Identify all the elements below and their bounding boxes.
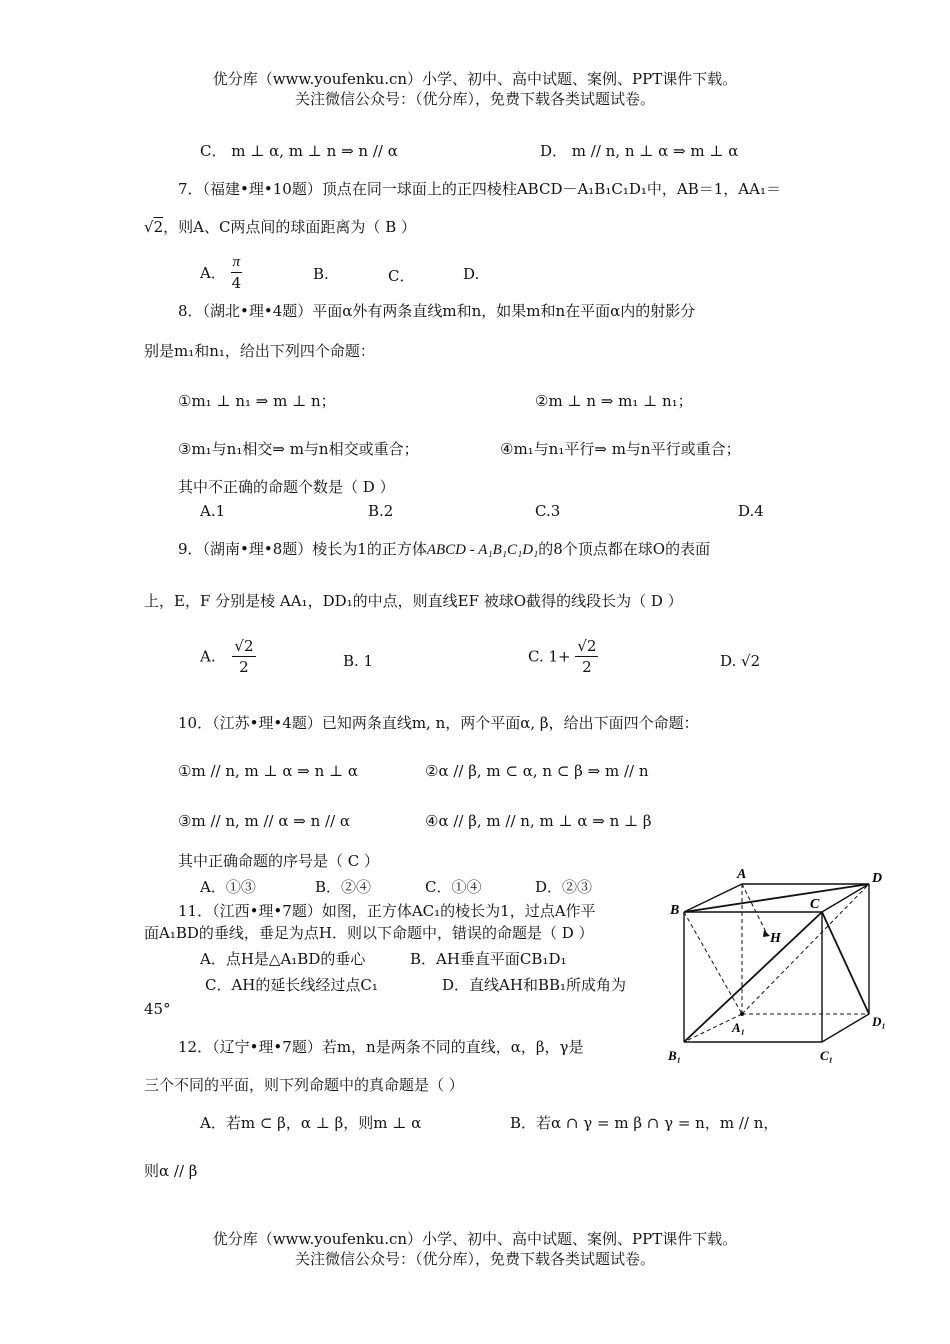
q12-line-2: 三个不同的平面，则下列命题中的真命题是（ ） [144, 1076, 464, 1094]
q10-question: 其中正确命题的序号是（ C ） [178, 852, 380, 870]
label-C1: C₁ [820, 1048, 834, 1063]
q8-prop-2: ②m ⊥ n ⇒ m₁ ⊥ n₁； [535, 392, 693, 410]
q10-option-a: A．①③ [200, 878, 256, 896]
q12-line-1: 12．（辽宁•理•7题）若m，n是两条不同的直线，α，β，γ是 [178, 1038, 584, 1056]
q8-line-2: 别是m₁和n₁，给出下列四个命题： [144, 342, 375, 360]
point-A1 [740, 1012, 744, 1016]
edge-C1D1 [822, 1014, 869, 1042]
q8-option-b: B.2 [368, 502, 394, 520]
q9-line-1: 9．（湖南•理•8题）棱长为1的正方体ABCD - A₁B₁C₁D₁的8个顶点都在球O的表面 [178, 540, 711, 558]
diag-B1C [684, 912, 822, 1042]
arrow-H [763, 930, 770, 937]
q11-line-2: 面A₁BD的垂线，垂足为点H．则以下命题中，错误的命题是（ D ） [144, 924, 594, 942]
label-B: B [670, 903, 680, 918]
q9-option-d: D. √2 [720, 652, 761, 670]
q7-line-2: √2，则A、C两点间的球面距离为（ B ） [144, 218, 416, 236]
q12-option-a: A．若m ⊂ β，α ⊥ β，则m ⊥ α [200, 1114, 422, 1132]
q8-question: 其中不正确的命题个数是（ D ） [178, 478, 395, 496]
label-B1: B₁ [668, 1048, 682, 1063]
q11-option-b: B．AH垂直平面CB₁D₁ [410, 950, 567, 968]
label-D: D [872, 871, 883, 886]
q8-line-1: 8．（湖北•理•4题）平面α外有两条直线m和n，如果m和n在平面α内的射影分 [178, 302, 696, 320]
sqrt-2: √2 [144, 218, 164, 236]
label-D1: D₁ [872, 1014, 886, 1029]
q7-option-b: B. [313, 265, 329, 283]
q8-prop-4: ④m₁与n₁平行⇒ m与n平行或重合； [500, 440, 741, 458]
q10-prop-3: ③m // n, m // α ⇒ n // α [178, 812, 351, 830]
q10-line-1: 10．（江苏•理•4题）已知两条直线m, n，两个平面α, β，给出下面四个命题： [178, 714, 699, 732]
line-A1D [742, 884, 869, 1014]
q6-option-d: D． m // n, n ⊥ α ⇒ m ⊥ α [540, 142, 739, 160]
q8-prop-3: ③m₁与n₁相交⇒ m与n相交或重合； [178, 440, 419, 458]
line-AH [742, 884, 767, 934]
q7-option-c: C． [388, 267, 415, 285]
q10-option-b: B．②④ [315, 878, 372, 896]
q10-option-c: C．①④ [425, 878, 482, 896]
footer-line-1: 优分库（www.youfenku.cn）小学、初中、高中试题、案例、PPT课件下载。 [212, 1230, 738, 1248]
q9-option-a: A. $\frac{√2}{2}$ [200, 637, 254, 676]
q9-option-c: C. 1+ $\frac{√2}{2}$ [528, 637, 597, 676]
q10-prop-2: ②α // β, m ⊂ α, n ⊂ β ⇒ m // n [425, 762, 649, 780]
q12-option-b: B．若α ∩ γ = m β ∩ γ = n，m // n， [510, 1114, 779, 1132]
q10-option-d: D．②③ [535, 878, 593, 896]
q11-option-d: D．直线AH和BB₁所成角为 [442, 976, 626, 994]
q11-option-a: A．点H是△A₁BD的垂心 [200, 950, 366, 968]
label-H: H [770, 931, 781, 946]
q7-option-d: D. [463, 265, 480, 283]
header-line-2: 关注微信公众号：（优分库），免费下载各类试题试卷。 [294, 90, 655, 108]
line-BA1 [684, 912, 742, 1014]
q7-option-a: A． $\frac{\pi}{4}$ [200, 254, 242, 292]
label-C: C [810, 897, 820, 912]
q8-prop-1: ①m₁ ⊥ n₁ ⇒ m ⊥ n； [178, 392, 336, 410]
q10-prop-4: ④α // β, m // n, m ⊥ α ⇒ n ⊥ β [425, 812, 652, 830]
q7-line-1: 7．（福建•理•10题）顶点在同一球面上的正四棱柱ABCD－A₁B₁C₁D₁中，AB＝1，AA₁＝ [178, 180, 781, 198]
label-A: A [737, 867, 747, 882]
q11-option-c: C．AH的延长线经过点C₁ [205, 976, 378, 994]
header-line-1: 优分库（www.youfenku.cn）小学、初中、高中试题、案例、PPT课件下载。 [212, 70, 738, 88]
q9-line-2: 上，E，F 分别是棱 AA₁，DD₁的中点，则直线EF 被球O截得的线段长为（ D ） [144, 592, 683, 610]
q8-option-d: D.4 [738, 502, 764, 520]
q9-option-b: B. 1 [343, 652, 374, 670]
q6-option-c: C． m ⊥ α, m ⊥ n ⇒ n // α [200, 142, 398, 160]
q8-option-c: C.3 [535, 502, 561, 520]
label-A1: A₁ [732, 1020, 746, 1035]
diag-CD1 [822, 912, 869, 1014]
q10-prop-1: ①m // n, m ⊥ α ⇒ n ⊥ α [178, 762, 359, 780]
footer-line-2: 关注微信公众号：（优分库），免费下载各类试题试卷。 [294, 1250, 655, 1268]
q8-option-a: A.1 [200, 502, 226, 520]
q12-option-b-cont: 则α // β [144, 1162, 198, 1180]
q11-option-d-cont: 45° [144, 1000, 171, 1018]
q11-line-1: 11．（江西•理•7题）如图，正方体AC₁的棱长为1，过点A作平 [178, 902, 596, 920]
cube-figure [662, 862, 902, 1072]
